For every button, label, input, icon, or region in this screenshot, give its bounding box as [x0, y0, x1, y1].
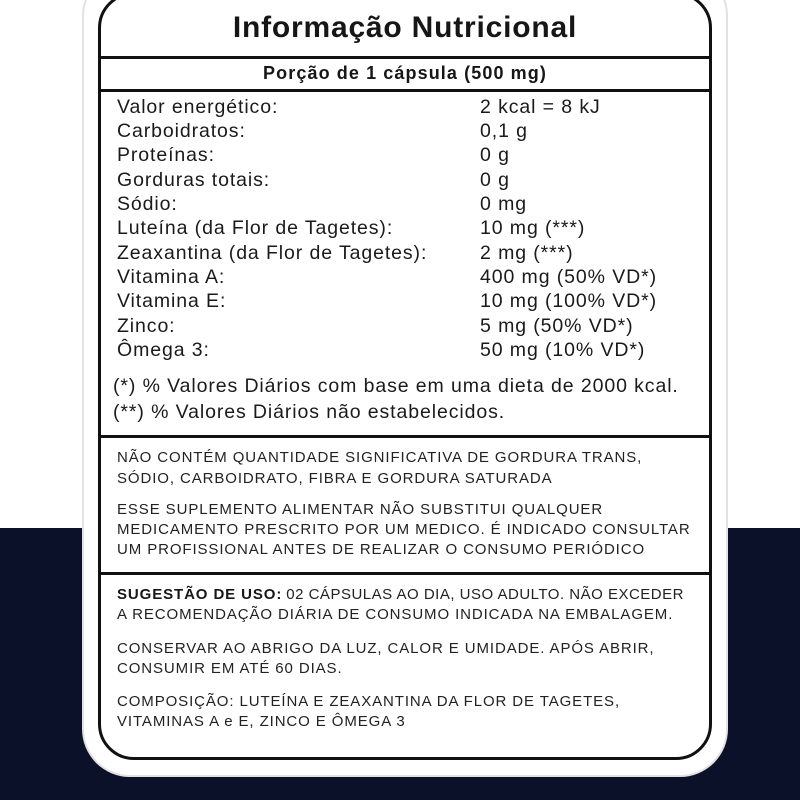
- storage-instructions: [117, 639, 709, 679]
- trans-fat-notice: [117, 447, 709, 489]
- nutrient-amount: 0 g: [480, 144, 510, 167]
- nutrient-row: [117, 265, 707, 289]
- serving-size: Porção de 1 cápsula (500 mg): [263, 63, 547, 83]
- composition-line: VITAMINAS A e E, ZINCO E ÔMEGA 3: [117, 713, 406, 730]
- composition: [117, 692, 709, 732]
- nutrient-name: Luteína (da Flor de Tagetes):: [117, 217, 394, 240]
- disclaimer-line: ESSE SUPLEMENTO ALIMENTAR NÃO SUBSTITUI QUALQUER: [117, 501, 604, 518]
- nutrient-amount: 2 mg (***): [480, 241, 574, 264]
- footnote: (*) % Valores Diários com base em uma dieta de 2000 kcal.: [113, 375, 679, 397]
- usage-suggestion: [117, 585, 709, 625]
- nutrient-name: Sódio:: [117, 193, 178, 216]
- nutrient-name: Valor energético:: [117, 95, 279, 118]
- nutrient-amount: 0 g: [480, 168, 510, 191]
- nutrient-name: Zinco:: [117, 314, 176, 337]
- nutrient-row: [117, 143, 707, 167]
- nutrient-name: Vitamina E:: [117, 290, 227, 313]
- nutrient-row: [117, 338, 707, 362]
- footnote: (**) % Valores Diários não estabelecidos.: [113, 401, 506, 423]
- nutrient-amount: 0,1 g: [480, 120, 528, 143]
- nutrient-table: [117, 95, 707, 362]
- usage-text: 02 CÁPSULAS AO DIA, USO ADULTO. NÃO EXCEDER: [286, 586, 684, 603]
- nutrient-amount: 400 mg (50% VD*): [480, 265, 657, 288]
- nutrient-row: [117, 289, 707, 313]
- nutrient-row: [117, 314, 707, 338]
- notice-line: SÓDIO, CARBOIDRATO, FIBRA E GORDURA SATURADA: [117, 469, 553, 487]
- nutrient-row: [117, 216, 707, 240]
- storage-line: CONSERVAR AO ABRIGO DA LUZ, CALOR E UMIDADE. APÓS ABRIR,: [117, 640, 655, 657]
- nutrient-name: Zeaxantina (da Flor de Tagetes):: [117, 241, 428, 264]
- disclaimer-line: MEDICAMENTO PRESCRITO POR UM MEDICO. É INDICADO CONSULTAR: [117, 521, 691, 538]
- medical-disclaimer: [117, 500, 709, 560]
- nutrient-amount: 10 mg (***): [480, 217, 586, 240]
- label-title: Informação Nutricional: [232, 11, 578, 44]
- nutrient-row: [117, 168, 707, 192]
- disclaimer-line: UM PROFISSIONAL ANTES DE REALIZAR O CONSUMO PERIÓDICO: [117, 541, 646, 558]
- nutrient-name: Ômega 3:: [117, 338, 210, 361]
- nutrient-name: Proteínas:: [117, 144, 215, 167]
- daily-value-footnotes: [113, 373, 709, 425]
- nutrient-row: [117, 241, 707, 265]
- usage-heading: SUGESTÃO DE USO:: [117, 586, 283, 603]
- nutrient-row: [117, 192, 707, 216]
- nutrient-amount: 10 mg (100% VD*): [480, 290, 657, 313]
- nutrient-amount: 0 mg: [480, 193, 527, 216]
- divider: [98, 572, 712, 575]
- nutrient-name: Vitamina A:: [117, 265, 226, 288]
- nutrient-row: [117, 119, 707, 143]
- divider: [98, 435, 712, 438]
- divider: [98, 56, 712, 59]
- notice-line: NÃO CONTÉM QUANTIDADE SIGNIFICATIVA DE GORDURA TRANS,: [117, 448, 643, 466]
- nutrient-row: [117, 95, 707, 119]
- nutrient-name: Carboidratos:: [117, 120, 246, 143]
- nutrient-amount: 2 kcal = 8 kJ: [480, 95, 601, 118]
- nutrient-name: Gorduras totais:: [117, 168, 271, 191]
- composition-line: COMPOSIÇÃO: LUTEÍNA E ZEAXANTINA DA FLOR DE TAGETES,: [117, 693, 621, 710]
- usage-line: A RECOMENDAÇÃO DIÁRIA DE CONSUMO INDICADA NA EMBALAGEM.: [117, 606, 674, 623]
- storage-line: CONSUMIR EM ATÉ 60 DIAS.: [117, 660, 343, 677]
- usage-line: [117, 585, 709, 605]
- nutrient-amount: 5 mg (50% VD*): [480, 314, 634, 337]
- nutrient-amount: 50 mg (10% VD*): [480, 338, 646, 361]
- divider: [98, 89, 712, 92]
